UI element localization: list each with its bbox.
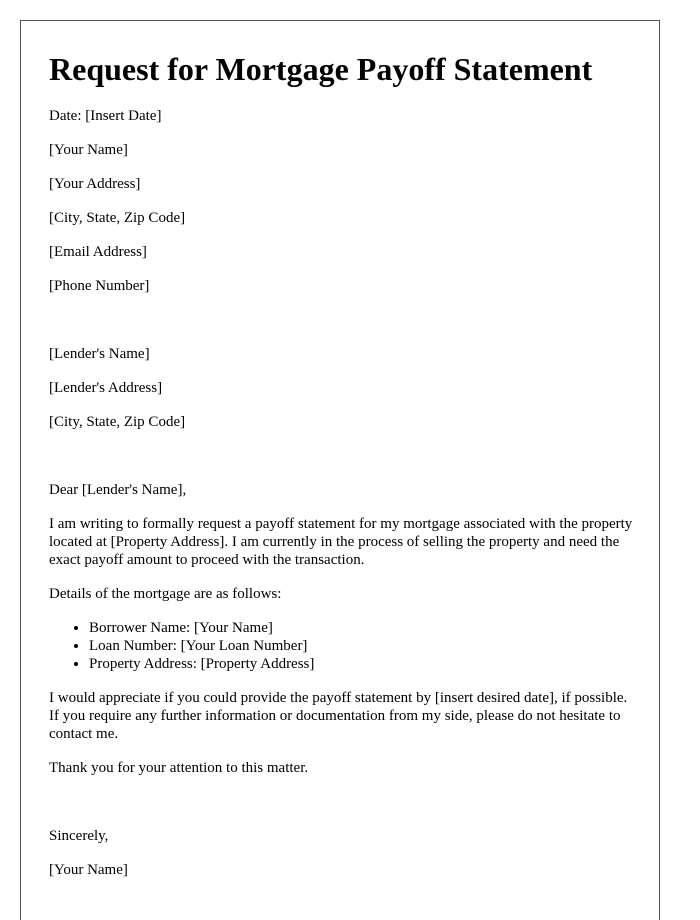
sender-city-state-zip: [City, State, Zip Code] [49,210,186,226]
mortgage-details-list [49,619,314,673]
thanks-paragraph: Thank you for your attention to this matter. [49,760,309,776]
recipient-address: [Lender's Address] [49,380,163,396]
letter-title: Request for Mortgage Payoff Statement [49,51,593,87]
closing: Sincerely, [49,828,109,844]
list-item: • Loan Number: [Your Loan Number] [89,637,314,655]
details-intro: Details of the mortgage are as follows: [49,586,282,602]
sender-email: [Email Address] [49,244,147,260]
list-item: • Property Address: [Property Address] [89,655,314,673]
sender-address: [Your Address] [49,176,141,192]
recipient-city-state-zip: [City, State, Zip Code] [49,414,186,430]
salutation: Dear [Lender's Name], [49,482,187,498]
recipient-name: [Lender's Name] [49,346,150,362]
list-item: • Borrower Name: [Your Name] [89,619,314,637]
body-paragraph: I am writing to formally request a payoff statement for my mortgage associated with the property located at [Property Address]. I am currently in the process of selling the property and need the exact payoff amount to proceed with the transaction. [49,516,633,568]
sender-phone: [Phone Number] [49,278,150,294]
request-paragraph: I would appreciate if you could provide the payoff statement by [insert desired date], if possible. If you require any further information or documentation from my side, please do not hesitate to contact me. [49,690,628,742]
letter-page [20,20,660,920]
sender-name: [Your Name] [49,142,128,158]
date-line: Date: [Insert Date] [49,108,162,124]
signature: [Your Name] [49,862,128,878]
